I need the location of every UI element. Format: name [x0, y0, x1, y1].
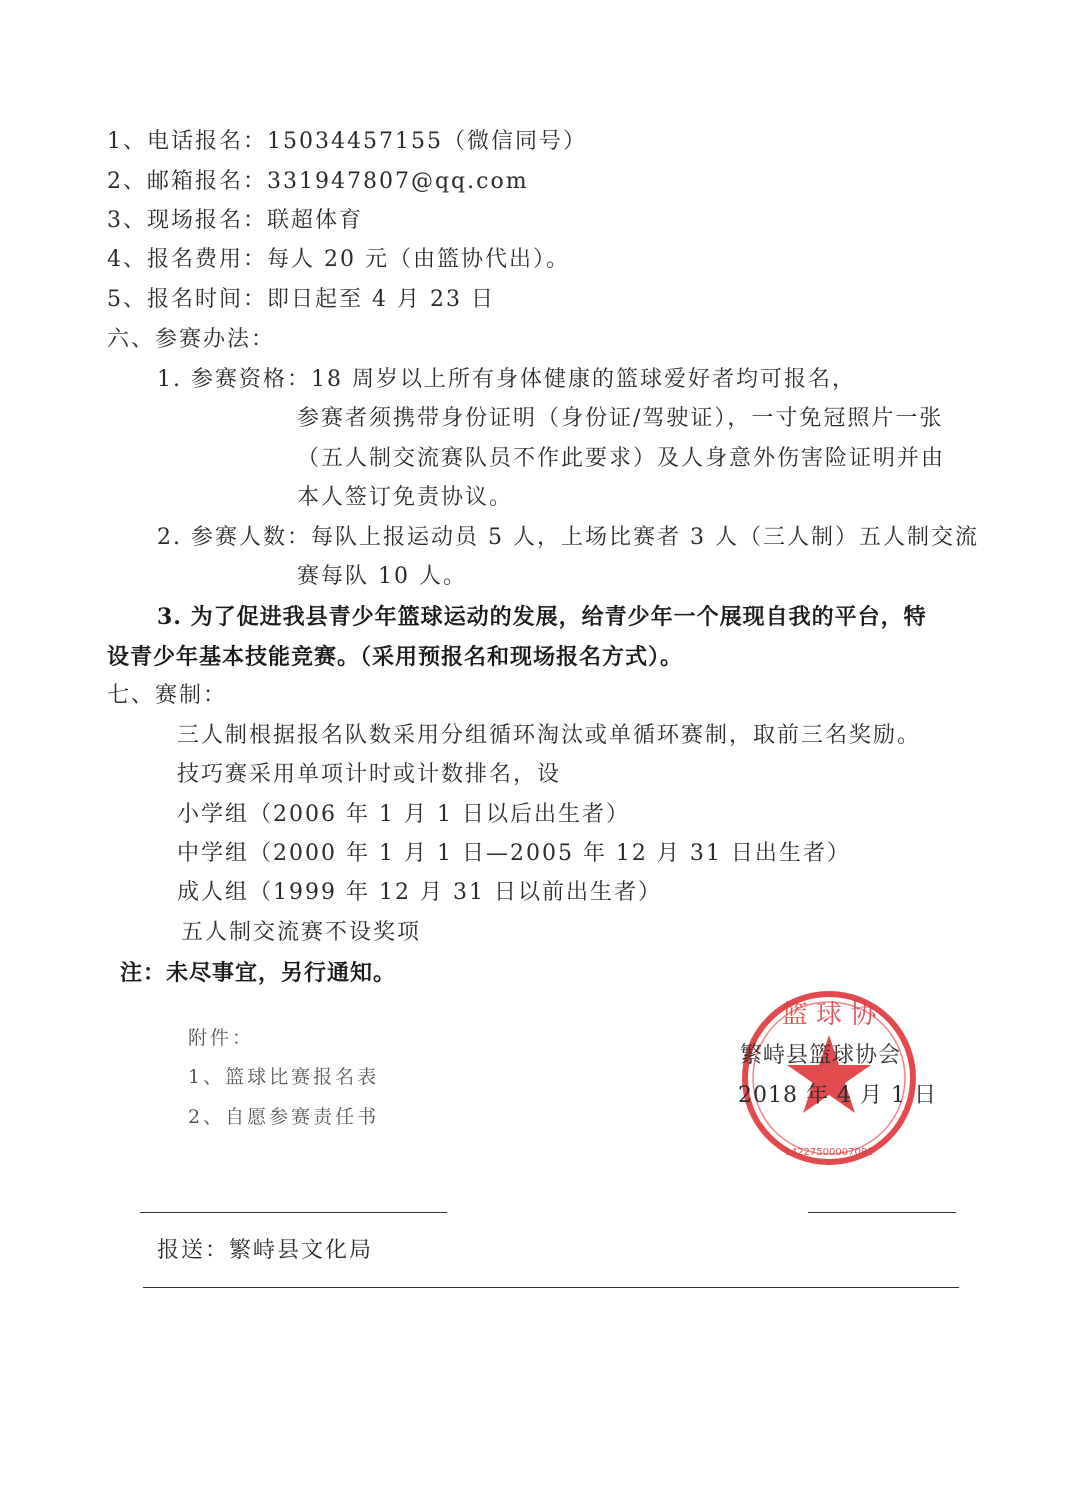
eligibility-line: 1. 参赛资格：18 周岁以上所有身体健康的篮球爱好者均可报名，: [157, 367, 856, 392]
footer-sent-to: 报送：繁峙县文化局: [157, 1238, 374, 1263]
eligibility-line: （五人制交流赛队员不作此要求）及人身意外伤害险证明并由: [297, 446, 946, 471]
section6-heading: 六、参赛办法：: [107, 327, 276, 352]
attachment-item: 1、篮球比赛报名表: [188, 1066, 380, 1088]
note-line: 注：未尽事宜，另行通知。: [120, 960, 397, 986]
registration-phone: 1、电话报名：15034457155（微信同号）: [107, 129, 587, 154]
attachment-item: 2、自愿参赛责任书: [188, 1106, 380, 1128]
format-line: 技巧赛采用单项计时或计数排名，设: [177, 762, 562, 787]
eligibility-line: 参赛者须携带身份证明（身份证/驾驶证），一寸免冠照片一张: [297, 406, 944, 431]
youth-contest-line: 设青少年基本技能竞赛。（采用预报名和现场报名方式）。: [107, 644, 684, 670]
eligibility-line: 本人签订免责协议。: [297, 485, 514, 510]
registration-onsite: 3、现场报名：联超体育: [107, 208, 363, 233]
youth-contest-line: 3. 为了促进我县青少年篮球运动的发展，给青少年一个展现自我的平台，特: [157, 604, 927, 630]
registration-deadline: 5、报名时间：即日起至 4 月 23 日: [107, 287, 495, 312]
format-line: 中学组（2000 年 1 月 1 日—2005 年 12 月 31 日出生者）: [177, 841, 851, 866]
team-size-line: 2. 参赛人数：每队上报运动员 5 人，上场比赛者 3 人（三人制）五人制交流: [157, 525, 979, 550]
registration-email: 2、邮箱报名：331947807@qq.com: [107, 169, 529, 194]
team-size-line: 赛每队 10 人。: [297, 564, 467, 589]
footer-rule-right: [808, 1212, 956, 1213]
format-line: 五人制交流赛不设奖项: [181, 920, 422, 945]
format-line: 三人制根据报名队数采用分组循环淘汰或单循环赛制，取前三名奖励。: [177, 723, 922, 748]
signature-org: 繁峙县篮球协会: [740, 1043, 902, 1068]
footer-rule-bottom: [143, 1287, 959, 1288]
signature-date: 2018 年 4 月 1 日: [738, 1083, 937, 1108]
footer-rule-left: [140, 1212, 447, 1213]
format-line: 成人组（1999 年 12 月 31 日以前出生者）: [177, 880, 662, 905]
registration-fee: 4、报名费用：每人 20 元（由篮协代出）。: [107, 247, 570, 272]
section7-heading: 七、赛制：: [107, 683, 228, 708]
attachments-heading: 附件：: [188, 1027, 255, 1049]
format-line: 小学组（2006 年 1 月 1 日以后出生者）: [177, 802, 630, 827]
seal-code: 14227500007081: [784, 1147, 874, 1158]
seal-top-text: 篮 球 协: [781, 1000, 877, 1030]
